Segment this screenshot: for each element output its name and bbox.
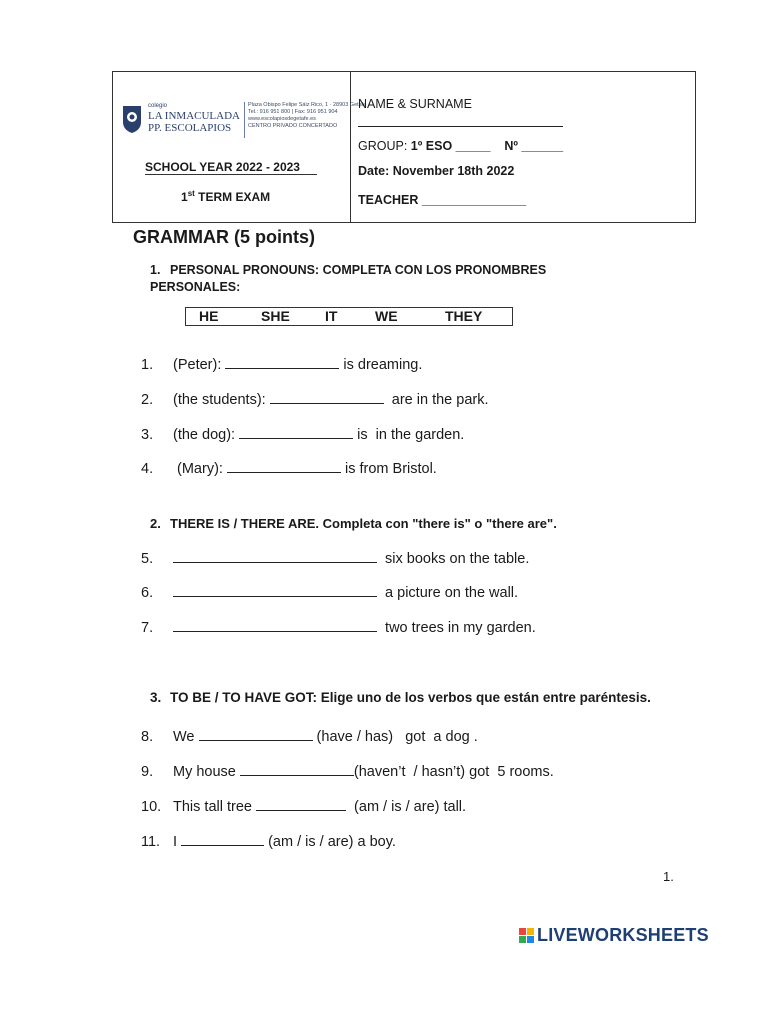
answer-blank[interactable]: [256, 798, 346, 811]
section1-number: 1.: [150, 263, 161, 277]
item-number: 7.: [141, 620, 154, 636]
group-label: GROUP:: [358, 139, 411, 153]
item-prompt: My house: [173, 764, 240, 780]
item-number: 8.: [141, 729, 154, 745]
section3-number: 3.: [150, 690, 162, 705]
section2-number: 2.: [150, 516, 161, 531]
item-rest: are in the park.: [383, 392, 489, 408]
section2-title: [150, 515, 557, 532]
school-year-underline: [145, 174, 317, 175]
item-rest: (have / has) got a dog .: [312, 729, 478, 745]
grammar-title: GRAMMAR (5 points): [133, 227, 315, 247]
contact-line: CENTRO PRIVADO CONCERTADO: [248, 123, 338, 129]
section1-text: PERSONAL PRONOUNS: COMPLETA CON LOS PRONOMBRES PERSONALES:: [150, 263, 547, 294]
block: [519, 936, 526, 943]
term-rest: TERM EXAM: [194, 190, 271, 204]
term-exam: [181, 189, 270, 204]
item-prompt: I: [173, 834, 182, 850]
group-value: 1º ESO: [410, 139, 453, 153]
answer-blank[interactable]: [173, 550, 377, 563]
exercise-item-7: [141, 619, 536, 636]
pronoun-box: [185, 307, 513, 326]
school-crest-icon: [121, 104, 143, 134]
group-field: [358, 139, 563, 153]
block: [527, 928, 534, 935]
exercise-item-2: [141, 391, 489, 408]
answer-blank[interactable]: [173, 584, 377, 597]
exercise-item-4: [141, 460, 437, 477]
answer-blank[interactable]: [199, 728, 313, 741]
item-rest: (haven’t / hasn’t) got 5 rooms.: [353, 764, 554, 780]
item-number: 1.: [141, 357, 154, 373]
section1-title: [150, 262, 610, 296]
pronoun-they: THEY: [445, 308, 483, 324]
block: [519, 928, 526, 935]
item-number: 6.: [141, 585, 154, 601]
header-divider: [350, 71, 351, 223]
school-small-label: colegio: [148, 103, 168, 109]
pronoun-it: IT: [325, 308, 338, 324]
contact-line: www.escolapiosdegetafe.es: [248, 116, 316, 122]
school-year: SCHOOL YEAR 2022 - 2023: [145, 160, 300, 174]
item-number: 5.: [141, 551, 154, 567]
item-prompt: (Mary):: [173, 461, 227, 477]
item-rest: a picture on the wall.: [377, 585, 519, 601]
exercise-item-10: [141, 798, 466, 815]
item-rest: (am / is / are) tall.: [346, 799, 467, 815]
exercise-item-5: [141, 550, 529, 567]
item-prompt: (the students):: [173, 392, 270, 408]
school-name: [148, 110, 240, 134]
exercise-item-3: [141, 426, 464, 443]
liveworksheets-blocks-icon: [519, 928, 535, 944]
exercise-item-9: [141, 763, 554, 780]
item-number: 10.: [141, 799, 162, 815]
item-number: 11.: [141, 834, 161, 850]
section3-text: TO BE / TO HAVE GOT: Elige uno de los verbos que están entre paréntesis.: [170, 690, 651, 705]
group-blank[interactable]: _____: [452, 139, 491, 153]
section3-title: [150, 689, 670, 706]
term-ordinal: st: [187, 189, 195, 198]
school-name-line2: PP. ESCOLAPIOS: [148, 122, 232, 134]
item-prompt: (Peter):: [173, 357, 226, 373]
exercise-item-1: [141, 356, 422, 373]
item-number: 4.: [141, 461, 154, 477]
item-rest: six books on the table.: [377, 551, 530, 567]
school-contact: [248, 102, 366, 130]
item-prompt: This tall tree: [173, 799, 256, 815]
contact-line: Tel.: 916 951 800 | Fax: 916 951 904: [248, 109, 338, 115]
answer-blank[interactable]: [239, 426, 353, 439]
item-number: 9.: [141, 764, 154, 780]
item-rest: (am / is / are) a boy.: [264, 834, 396, 850]
item-number: 3.: [141, 427, 154, 443]
section2-text: THERE IS / THERE ARE. Completa con "there is" o "there are".: [170, 516, 557, 531]
pronoun-he: HE: [199, 308, 219, 324]
answer-blank[interactable]: [225, 356, 339, 369]
name-surname-label: NAME & SURNAME: [358, 97, 472, 111]
item-rest: is in the garden.: [353, 427, 465, 443]
name-surname-field[interactable]: [358, 126, 563, 127]
item-prompt: We: [173, 729, 199, 745]
answer-blank[interactable]: [240, 763, 354, 776]
school-name-line1: LA INMACULADA: [148, 110, 240, 122]
exercise-item-6: [141, 584, 518, 601]
answer-blank[interactable]: [173, 619, 377, 632]
exam-date: Date: November 18th 2022: [358, 164, 515, 178]
exercise-item-11: [141, 833, 396, 850]
answer-blank[interactable]: [270, 391, 384, 404]
answer-blank[interactable]: [227, 460, 341, 473]
contact-line: Plaza Obispo Felipe Sáiz Rico, 1 · 28903 Getafe: [248, 102, 367, 108]
answer-blank[interactable]: [181, 833, 264, 846]
number-label: Nº: [490, 139, 518, 153]
item-prompt: (the dog):: [173, 427, 240, 443]
pronoun-she: SHE: [261, 308, 290, 324]
block: [527, 936, 534, 943]
term-number: 1: [181, 190, 188, 204]
pronoun-we: WE: [375, 308, 398, 324]
liveworksheets-text: LIVEWORKSHEETS: [537, 925, 709, 945]
teacher-field[interactable]: TEACHER _______________: [358, 193, 527, 207]
item-rest: two trees in my garden.: [377, 620, 536, 636]
item-rest: is dreaming.: [339, 357, 423, 373]
item-number: 2.: [141, 392, 154, 408]
logo-divider: [244, 102, 245, 138]
page-number: 1.: [663, 869, 674, 884]
exercise-item-8: [141, 728, 478, 745]
item-rest: is from Bristol.: [340, 461, 437, 477]
number-blank[interactable]: ______: [517, 139, 564, 153]
